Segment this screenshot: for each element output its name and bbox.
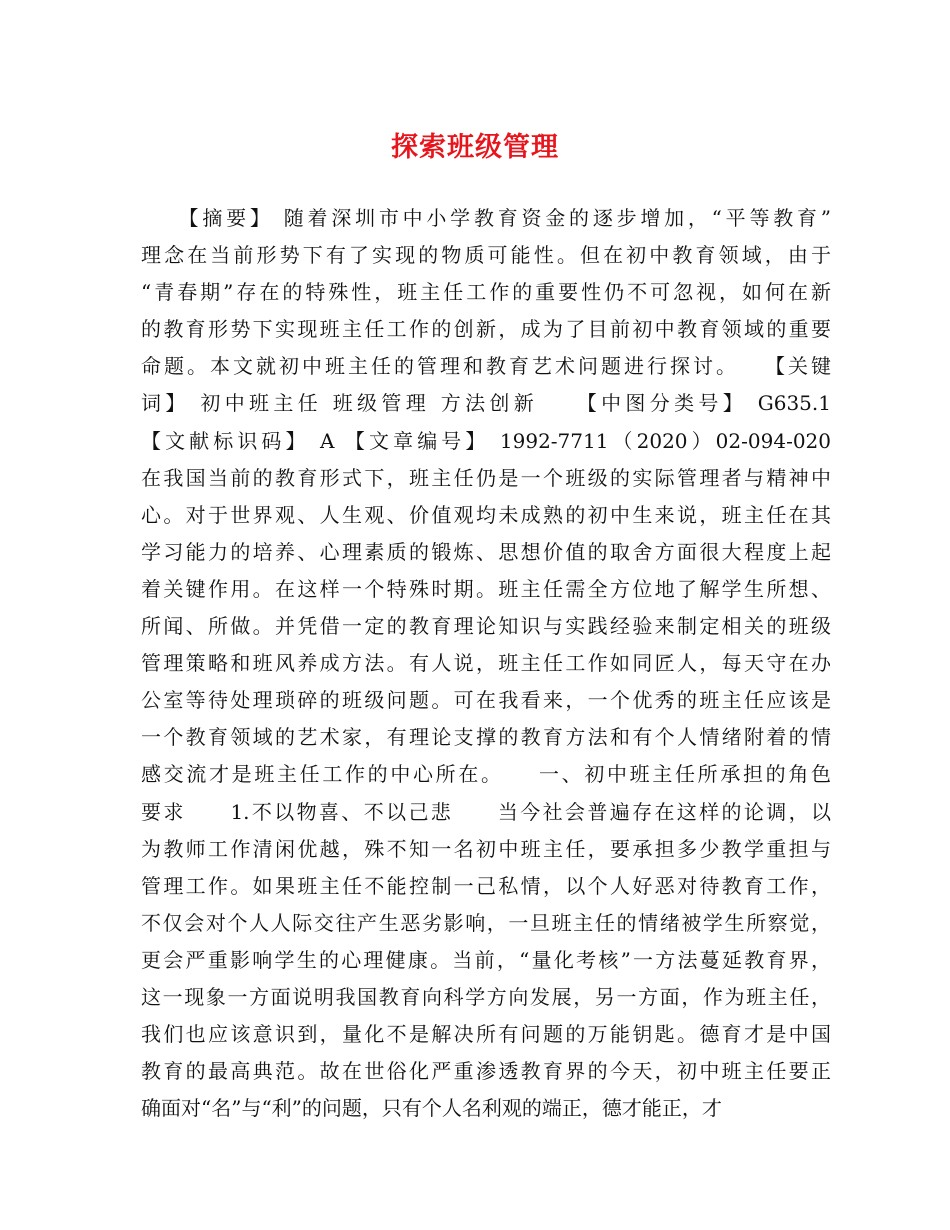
text-line: 确面对“名”与“利”的问题，只有个人名利观的端正，德才能正，才 [141, 1096, 722, 1121]
text-line: 着关键作用。在这样一个特殊时期。班主任需全方位地了解学生所想、 [141, 576, 831, 601]
text-line: 不仅会对个人人际交往产生恶劣影响，一旦班主任的情绪被学生所察觉， [141, 910, 831, 935]
text-line: 教育的最高典范。故在世俗化严重渗透教育界的今天，初中班主任要正 [141, 1059, 831, 1084]
text-line: “青春期”存在的特殊性，班主任工作的重要性仍不可忽视，如何在新 [141, 280, 831, 305]
text-line: 【摘要】 随着深圳市中小学教育资金的逐步增加，“平等教育” [141, 206, 831, 230]
text-line: 为教师工作清闲优越，殊不知一名初中班主任，要承担多少教学重担与 [141, 836, 831, 861]
text-line: 学习能力的培养、心理素质的锻炼、思想价值的取舍方面很大程度上起 [141, 539, 831, 564]
text-line: 感交流才是班主任工作的中心所在。 一、初中班主任所承担的角色 [141, 762, 831, 787]
text-line: 一个教育领域的艺术家，有理论支撑的教育方法和有个人情绪附着的情 [141, 725, 831, 750]
text-line: 的教育形势下实现班主任工作的创新，成为了目前初中教育领域的重要 [141, 317, 831, 342]
text-line: 【文献标识码】 A 【文章编号】 1992-7711（2020）02-094-020 [141, 428, 831, 453]
text-line: 公室等待处理琐碎的班级问题。可在我看来，一个优秀的班主任应该是 [141, 688, 831, 713]
text-line: 这一现象一方面说明我国教育向科学方向发展，另一方面，作为班主任， [141, 984, 831, 1009]
text-line: 管理策略和班风养成方法。有人说，班主任工作如同匠人，每天守在办 [141, 651, 831, 676]
text-line: 词】 初中班主任 班级管理 方法创新 【中图分类号】 G635.1 [141, 391, 831, 416]
text-line: 更会严重影响学生的心理健康。当前，“量化考核”一方法蔓延教育界， [141, 947, 831, 972]
text-line: 心。对于世界观、人生观、价值观均未成熟的初中生来说，班主任在其 [141, 502, 831, 527]
document-title: 探索班级管理 [391, 132, 559, 163]
text-line: 我们也应该意识到，量化不是解决所有问题的万能钥匙。德育才是中国 [141, 1022, 831, 1047]
text-line: 所闻、所做。并凭借一定的教育理论知识与实践经验来制定相关的班级 [141, 614, 831, 639]
text-line: 命题。本文就初中班主任的管理和教育艺术问题进行探讨。 【关键 [141, 354, 831, 379]
document-body [141, 200, 831, 1127]
text-line: 要求 1.不以物喜、不以己悲 当今社会普遍存在这样的论调，以 [141, 799, 831, 824]
text-line: 在我国当前的教育形式下，班主任仍是一个班级的实际管理者与精神中 [141, 465, 831, 490]
text-line: 管理工作。如果班主任不能控制一己私情，以个人好恶对待教育工作， [141, 873, 831, 898]
text-line: 理念在当前形势下有了实现的物质可能性。但在初中教育领域，由于 [141, 243, 831, 268]
